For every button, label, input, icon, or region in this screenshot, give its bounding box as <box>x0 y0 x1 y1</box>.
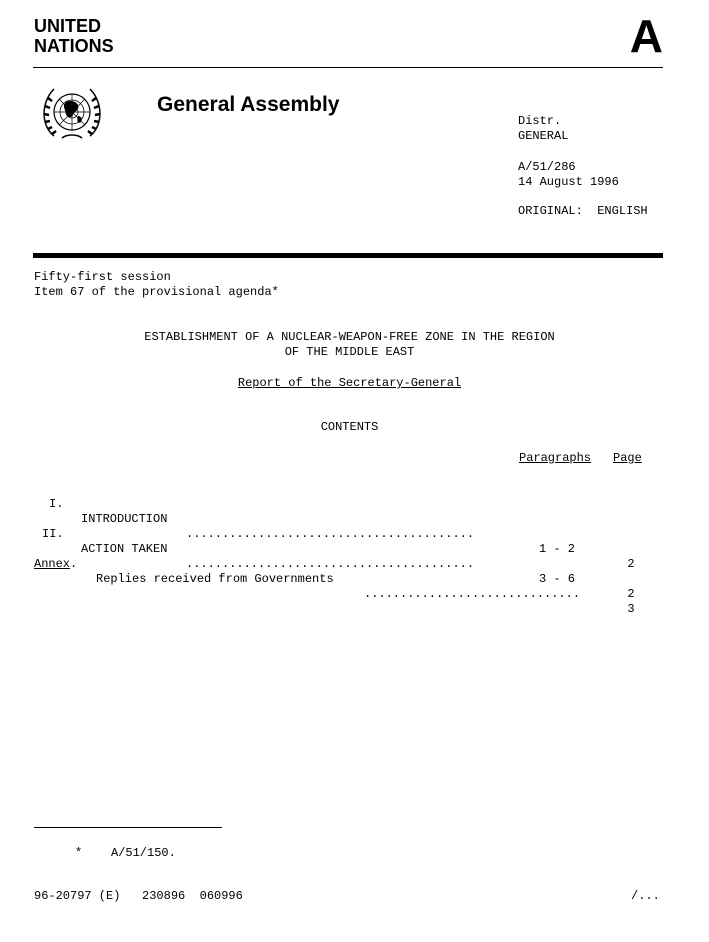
footnote-separator <box>34 827 222 828</box>
toc-entry-annex: Annex. Replies received from Governments .............................. 3 <box>34 542 659 557</box>
original-language: ORIGINAL: ENGLISH <box>518 204 648 218</box>
toc-page: 3 <box>627 602 635 616</box>
page-column-header: Page <box>613 451 642 465</box>
document-title-line-1: ESTABLISHMENT OF A NUCLEAR-WEAPON-FREE ZONE IN THE REGION <box>144 330 555 344</box>
paragraphs-column-header: Paragraphs <box>519 451 592 465</box>
toc-leader: ........................................ <box>186 527 475 541</box>
report-subtitle <box>0 376 699 391</box>
document-series-letter: A <box>629 10 663 62</box>
toc-page: 2 <box>627 557 635 571</box>
annex-label: Annex <box>34 557 71 571</box>
org-line-1: UNITED <box>34 16 101 36</box>
org-line-2: NATIONS <box>34 36 114 56</box>
toc-title: ACTION TAKEN <box>81 542 168 556</box>
distribution-label: Distr. <box>518 114 562 128</box>
organization-name <box>34 16 114 56</box>
agenda-item: Item 67 of the provisional agenda* <box>34 285 279 299</box>
toc-paragraphs: 3 - 6 <box>538 572 575 586</box>
distribution-value: GENERAL <box>518 129 569 143</box>
toc-title: INTRODUCTION <box>81 512 168 526</box>
header-divider <box>33 67 663 68</box>
footnote-text: A/51/150. <box>111 846 176 860</box>
report-subtitle-text: Report of the Secretary-General <box>237 376 462 390</box>
toc-title: Replies received from Governments <box>96 572 334 586</box>
document-symbol: A/51/286 <box>518 160 576 174</box>
toc-paragraphs: 1 - 2 <box>538 542 575 556</box>
toc-leader: ........................................ <box>186 557 475 571</box>
section-divider <box>33 253 663 258</box>
toc-numeral: II. <box>42 527 64 541</box>
organ-title: General Assembly <box>157 93 340 116</box>
toc-page: 2 <box>627 587 635 601</box>
un-emblem-icon <box>40 84 104 144</box>
footnote-marker: * <box>75 846 83 860</box>
toc-leader: .............................. <box>364 587 581 601</box>
contents-heading: CONTENTS <box>320 420 379 434</box>
continuation-marker: /... <box>631 889 660 903</box>
job-number: 96-20797 (E) 230896 060996 <box>34 889 243 903</box>
session-name: Fifty-first session <box>34 270 171 284</box>
document-title-line-2: OF THE MIDDLE EAST <box>284 345 415 359</box>
toc-numeral: I. <box>49 497 64 511</box>
document-date: 14 August 1996 <box>518 175 619 189</box>
